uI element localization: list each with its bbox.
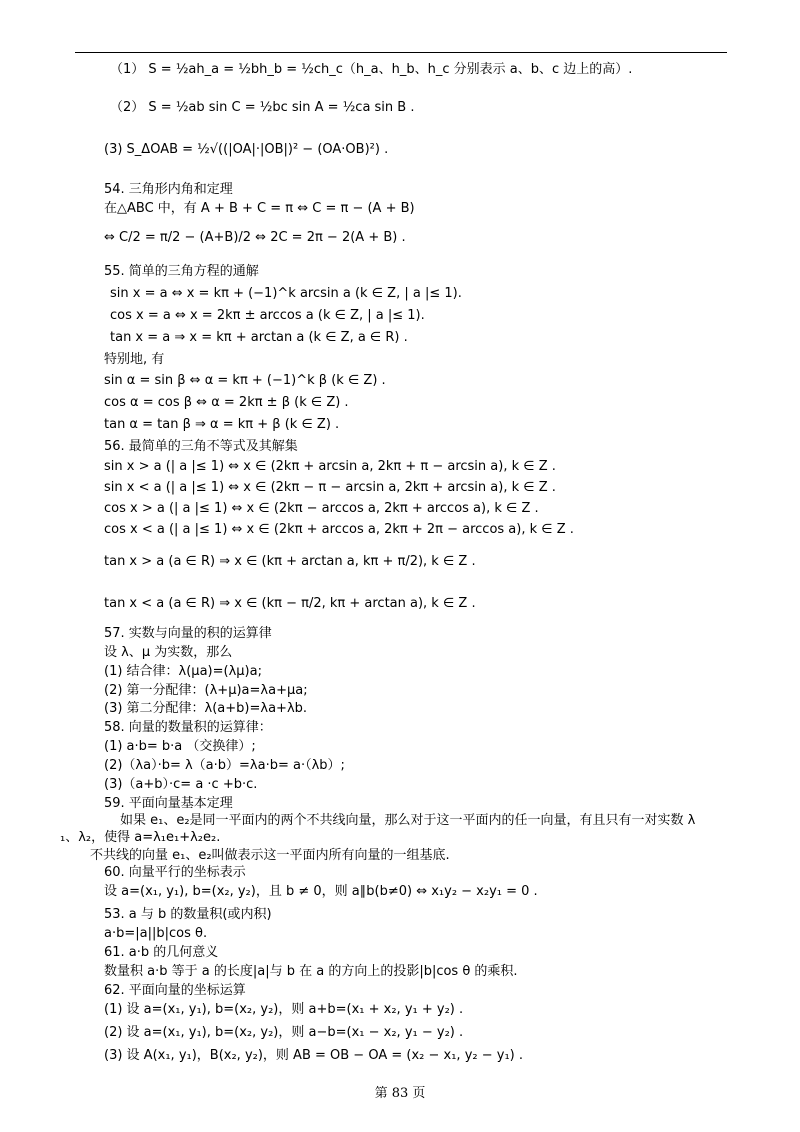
formula-line: (3) 设 A(x₁, y₁)，B(x₂, y₂)，则 AB = OB − OA = (x₂ − x₁, y₂ − y₁) . <box>104 1048 523 1063</box>
section-heading: 54. 三角形内角和定理 <box>104 182 233 197</box>
text-line: (2) 第一分配律：(λ+μ)a=λa+μa; <box>104 683 308 698</box>
formula-line: (2) 设 a=(x₁, y₁), b=(x₂, y₂)，则 a−b=(x₁ − x₂, y₁ − y₂) . <box>104 1025 464 1040</box>
text-line: a·b=|a||b|cos θ. <box>104 926 208 941</box>
section-heading: 53. a 与 b 的数量积(或内积) <box>104 907 272 922</box>
section-heading: 58. 向量的数量积的运算律： <box>104 720 272 735</box>
text-line: (3) S_ΔOAB = ½√((|OA|·|OB|)² − (OA·OB)²) . <box>104 142 389 157</box>
header-rule <box>75 52 727 53</box>
text-line: (1) a·b= b·a （交换律）; <box>104 739 256 754</box>
section-heading: 60. 向量平行的坐标表示 <box>104 865 246 880</box>
formula-line: (1) 设 a=(x₁, y₁), b=(x₂, y₂)，则 a+b=(x₁ + x₂, y₁ + y₂) . <box>104 1002 464 1017</box>
formula-line: sin α = sin β ⇔ α = kπ + (−1)^k β (k ∈ Z) . <box>104 373 386 388</box>
text-line: 不共线的向量 e₁、e₂叫做表示这一平面内所有向量的一组基底. <box>90 848 450 863</box>
text-line: (3) 第二分配律：λ(a+b)=λa+λb. <box>104 701 308 716</box>
text-line: 数量积 a·b 等于 a 的长度|a|与 b 在 a 的方向上的投影|b|cos θ 的乘积. <box>104 964 518 979</box>
formula-line: tan x = a ⇒ x = kπ + arctan a (k ∈ Z, a ∈ R) . <box>110 330 408 345</box>
section-heading: 59. 平面向量基本定理 <box>104 796 233 811</box>
text-line: 在△ABC 中，有 A + B + C = π ⇔ C = π − (A + B) <box>104 201 415 216</box>
formula-line: sin x = a ⇔ x = kπ + (−1)^k arcsin a (k ∈ Z, | a |≤ 1). <box>110 286 462 301</box>
text-line: （2） S = ½ab sin C = ½bc sin A = ½ca sin B . <box>110 100 415 115</box>
formula-line: sin x > a (| a |≤ 1) ⇔ x ∈ (2kπ + arcsin a, 2kπ + π − arcsin a), k ∈ Z . <box>104 459 556 474</box>
text-line: （1） S = ½ah_a = ½bh_b = ½ch_c（h_a、h_b、h_c 分别表示 a、b、c 边上的高）. <box>110 62 633 77</box>
text-line: 如果 e₁、e₂是同一平面内的两个不共线向量，那么对于这一平面内的任一向量，有且只有一对实数 λ <box>120 813 696 828</box>
text-line: (1) 结合律：λ(μa)=(λμ)a; <box>104 664 262 679</box>
formula-line: cos x < a (| a |≤ 1) ⇔ x ∈ (2kπ + arccos a, 2kπ + 2π − arccos a), k ∈ Z . <box>104 522 574 537</box>
text-line: ₁、λ₂，使得 a=λ₁e₁+λ₂e₂. <box>60 830 221 845</box>
formula-line: cos x = a ⇔ x = 2kπ ± arccos a (k ∈ Z, | a |≤ 1). <box>110 308 425 323</box>
text-line: (3)（a+b）·c= a ·c +b·c. <box>104 777 258 792</box>
page-number: 第 83 页 <box>374 1086 426 1101</box>
formula-line: cos α = cos β ⇔ α = 2kπ ± β (k ∈ Z) . <box>104 395 349 410</box>
formula-line: 设 a=(x₁, y₁), b=(x₂, y₂)，且 b ≠ 0，则 a∥b(b≠0) ⇔ x₁y₂ − x₂y₁ = 0 . <box>104 884 538 899</box>
formula-line: tan α = tan β ⇒ α = kπ + β (k ∈ Z) . <box>104 417 340 432</box>
formula-line: ⇔ C/2 = π/2 − (A+B)/2 ⇔ 2C = 2π − 2(A + B) . <box>104 230 406 245</box>
text-line: (2)（λa）·b= λ（a·b）=λa·b= a·（λb）; <box>104 758 345 773</box>
text-line: 设 λ、μ 为实数，那么 <box>104 645 233 660</box>
formula-line: cos x > a (| a |≤ 1) ⇔ x ∈ (2kπ − arccos a, 2kπ + arccos a), k ∈ Z . <box>104 501 539 516</box>
section-heading: 55. 简单的三角方程的通解 <box>104 264 259 279</box>
text-line: 特别地, 有 <box>104 352 165 367</box>
formula-line: tan x > a (a ∈ R) ⇒ x ∈ (kπ + arctan a, kπ + π/2), k ∈ Z . <box>104 554 476 569</box>
section-heading: 57. 实数与向量的积的运算律 <box>104 626 272 641</box>
section-heading: 62. 平面向量的坐标运算 <box>104 983 246 998</box>
formula-line: tan x < a (a ∈ R) ⇒ x ∈ (kπ − π/2, kπ + arctan a), k ∈ Z . <box>104 596 476 611</box>
section-heading: 61. a·b 的几何意义 <box>104 945 219 960</box>
section-heading: 56. 最简单的三角不等式及其解集 <box>104 439 298 454</box>
formula-line: sin x < a (| a |≤ 1) ⇔ x ∈ (2kπ − π − arcsin a, 2kπ + arcsin a), k ∈ Z . <box>104 480 556 495</box>
